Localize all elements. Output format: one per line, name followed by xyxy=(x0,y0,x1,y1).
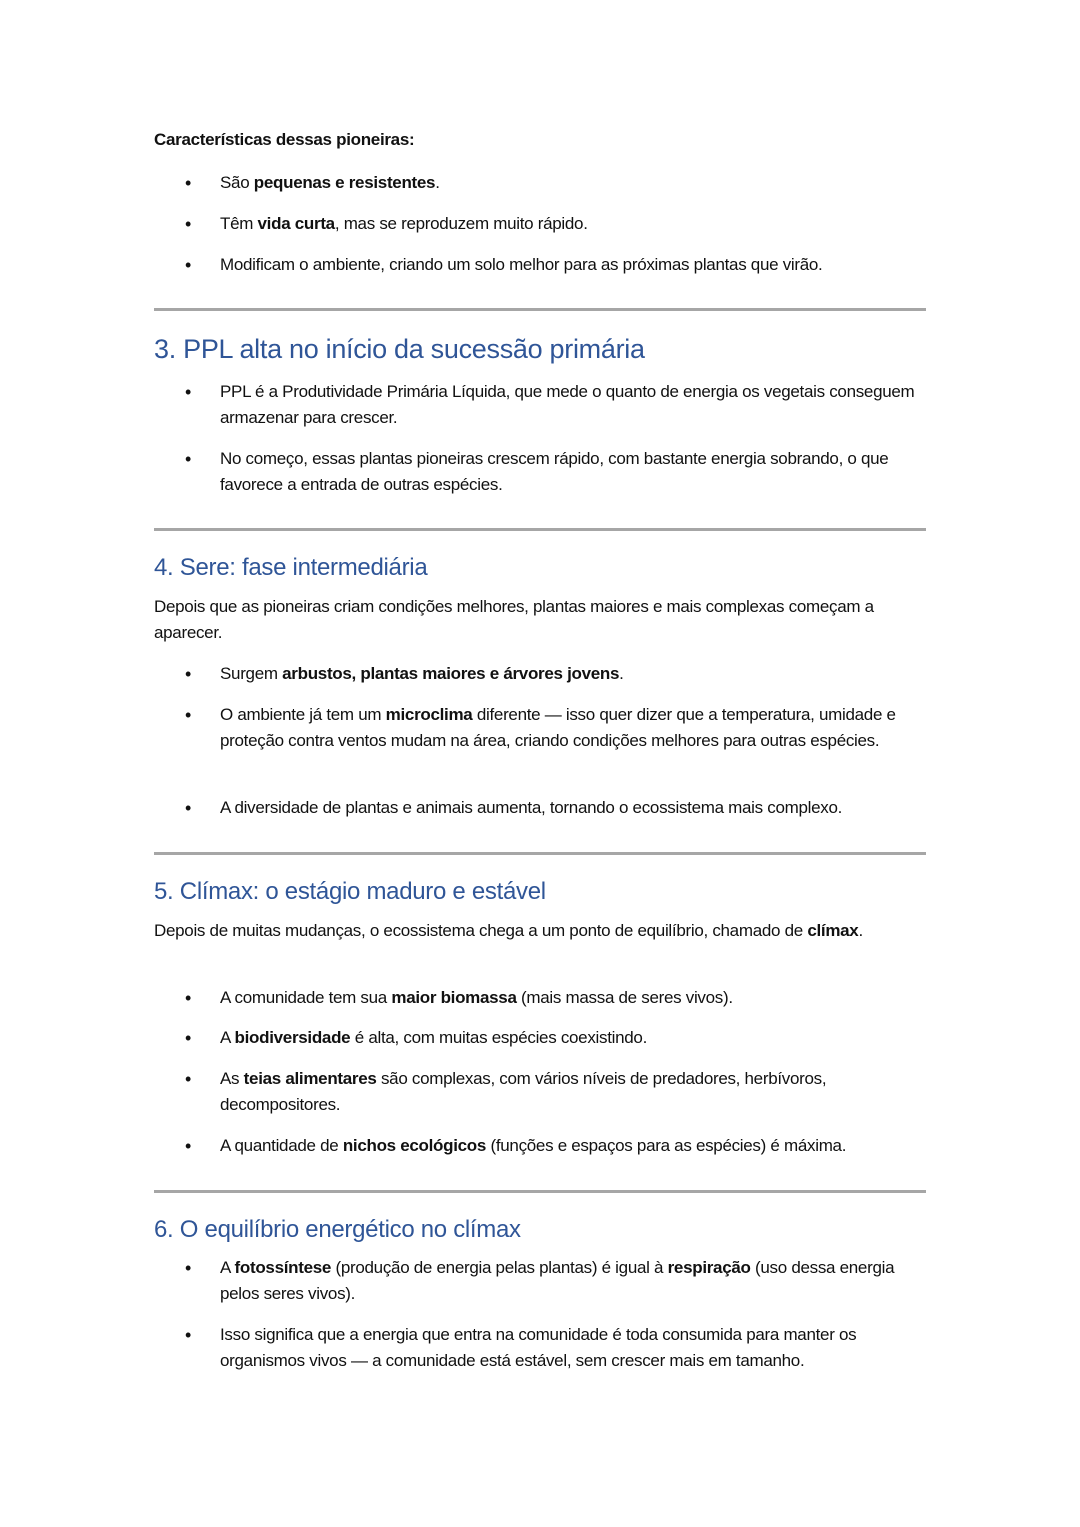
divider xyxy=(154,1190,926,1193)
list-item: • Modificam o ambiente, criando um solo melhor para as próximas plantas que virão. xyxy=(220,252,926,278)
list-item: • Têm vida curta, mas se reproduzem muito rápido. xyxy=(220,211,926,237)
list-item: • No começo, essas plantas pioneiras crescem rápido, com bastante energia sobrando, o que favorece a entrada de outras espécies. xyxy=(220,446,926,498)
section-paragraph: Depois de muitas mudanças, o ecossistema chega a um ponto de equilíbrio, chamado de clímax. xyxy=(154,921,863,940)
list-item: • A biodiversidade é alta, com muitas espécies coexistindo. xyxy=(220,1025,926,1051)
section-heading-6: 6. O equilíbrio energético no clímax xyxy=(154,1216,521,1243)
section-heading-3: 3. PPL alta no início da sucessão primária xyxy=(154,334,645,364)
list-item: • A diversidade de plantas e animais aumenta, tornando o ecossistema mais complexo. xyxy=(220,795,926,821)
divider xyxy=(154,528,926,531)
list-item: • São pequenas e resistentes. xyxy=(220,170,926,196)
divider xyxy=(154,308,926,311)
intro-label: Características dessas pioneiras: xyxy=(154,130,415,149)
section-paragraph: Depois que as pioneiras criam condições melhores, plantas maiores e mais complexas começam a aparecer. xyxy=(154,597,874,642)
divider xyxy=(154,852,926,855)
list-item: • As teias alimentares são complexas, com vários níveis de predadores, herbívoros, decompositores. xyxy=(220,1066,926,1118)
list-item: • A quantidade de nichos ecológicos (funções e espaços para as espécies) é máxima. xyxy=(220,1133,926,1159)
list-item: • A comunidade tem sua maior biomassa (mais massa de seres vivos). xyxy=(220,985,926,1011)
list-item: • PPL é a Produtividade Primária Líquida, que mede o quanto de energia os vegetais conseguem armazenar para crescer. xyxy=(220,379,926,431)
list-item: • Surgem arbustos, plantas maiores e árvores jovens. xyxy=(220,661,926,687)
list-item: • Isso significa que a energia que entra na comunidade é toda consumida para manter os organismos vivos — a comunidade está estável, sem crescer mais em tamanho. xyxy=(220,1322,926,1374)
list-item: • A fotossíntese (produção de energia pelas plantas) é igual à respiração (uso dessa energia pelos seres vivos). xyxy=(220,1255,926,1307)
list-item: • O ambiente já tem um microclima diferente — isso quer dizer que a temperatura, umidade e proteção contra ventos mudam na área, criando condições melhores para outras espécies. xyxy=(220,702,926,754)
section-heading-5: 5. Clímax: o estágio maduro e estável xyxy=(154,878,546,905)
section-heading-4: 4. Sere: fase intermediária xyxy=(154,554,428,581)
